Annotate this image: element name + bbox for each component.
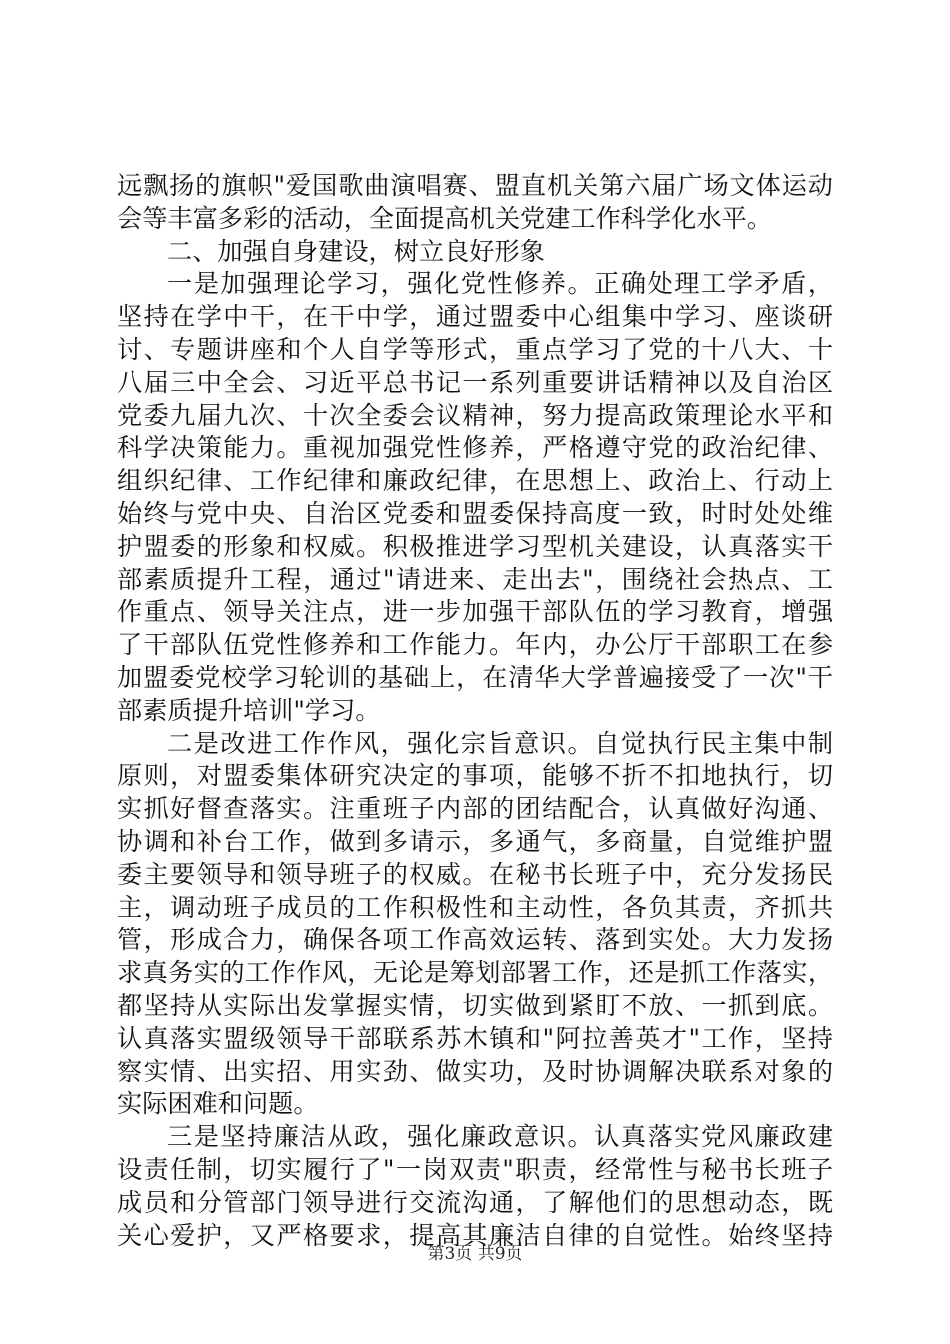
- text-line: 科学决策能力。重视加强党性修养，严格遵守党的政治纪律、: [117, 433, 833, 463]
- text-line: 实际困难和问题。: [117, 1089, 319, 1119]
- text-line: 讨、专题讲座和个人自学等形式，重点学习了党的十八大、十: [117, 334, 833, 364]
- text-line: 组织纪律、工作纪律和廉政纪律，在思想上、政治上、行动上: [117, 466, 833, 496]
- text-line: 设责任制，切实履行了"一岗双责"职责，经常性与秘书长班子: [117, 1154, 833, 1184]
- text-line: 始终与党中央、自治区党委和盟委保持高度一致，时时处处维: [117, 498, 833, 528]
- text-line: 坚持在学中干，在干中学，通过盟委中心组集中学习、座谈研: [117, 302, 833, 332]
- text-line: 二、加强自身建设，树立良好形象: [167, 236, 545, 266]
- document-body: [117, 170, 833, 1252]
- text-line: 加盟委党校学习轮训的基础上，在清华大学普遍接受了一次"干: [117, 662, 833, 692]
- text-line: 原则，对盟委集体研究决定的事项，能够不折不扣地执行，切: [117, 761, 833, 791]
- text-line: 主，调动班子成员的工作积极性和主动性，各负其责，齐抓共: [117, 892, 833, 922]
- text-line: 作重点、领导关注点，进一步加强干部队伍的学习教育，增强: [117, 597, 833, 627]
- text-line: 都坚持从实际出发掌握实情，切实做到紧盯不放、一抓到底。: [117, 990, 833, 1020]
- text-line: 党委九届九次、十次全委会议精神，努力提高政策理论水平和: [117, 400, 833, 430]
- text-line: 委主要领导和领导班子的权威。在秘书长班子中，充分发扬民: [117, 859, 833, 889]
- text-line: 三是坚持廉洁从政，强化廉政意识。认真落实党风廉政建: [167, 1122, 833, 1152]
- text-line: 求真务实的工作作风，无论是筹划部署工作，还是抓工作落实，: [117, 958, 833, 988]
- text-line: 八届三中全会、习近平总书记一系列重要讲话精神以及自治区: [117, 367, 833, 397]
- text-line: 认真落实盟级领导干部联系苏木镇和"阿拉善英才"工作，坚持: [117, 1023, 833, 1053]
- text-line: 二是改进工作作风，强化宗旨意识。自觉执行民主集中制: [167, 728, 833, 758]
- text-line: 协调和补台工作，做到多请示，多通气，多商量，自觉维护盟: [117, 826, 833, 856]
- text-line: 实抓好督查落实。注重班子内部的团结配合，认真做好沟通、: [117, 794, 833, 824]
- text-line: 部素质提升培训"学习。: [117, 695, 381, 725]
- text-line: 管，形成合力，确保各项工作高效运转、落到实处。大力发扬: [117, 925, 833, 955]
- text-line: 一是加强理论学习，强化党性修养。正确处理工学矛盾，: [167, 269, 833, 299]
- text-line: 护盟委的形象和权威。积极推进学习型机关建设，认真落实干: [117, 531, 833, 561]
- text-line: 察实情、出实招、用实劲、做实功，及时协调解决联系对象的: [117, 1056, 833, 1086]
- text-line: 远飘扬的旗帜"爱国歌曲演唱赛、盟直机关第六届广场文体运动: [117, 171, 833, 200]
- page-number-footer: 第3页 共9页: [427, 1244, 523, 1264]
- text-line: 成员和分管部门领导进行交流沟通，了解他们的思想动态，既: [117, 1187, 833, 1217]
- text-line: 了干部队伍党性修养和工作能力。年内，办公厅干部职工在参: [117, 630, 833, 660]
- text-line: 部素质提升工程，通过"请进来、走出去"，围绕社会热点、工: [117, 564, 833, 594]
- text-line: 会等丰富多彩的活动，全面提高机关党建工作科学化水平。: [117, 203, 772, 233]
- text-line: 关心爱护，又严格要求，提高其廉洁自律的自觉性。始终坚持: [117, 1220, 833, 1250]
